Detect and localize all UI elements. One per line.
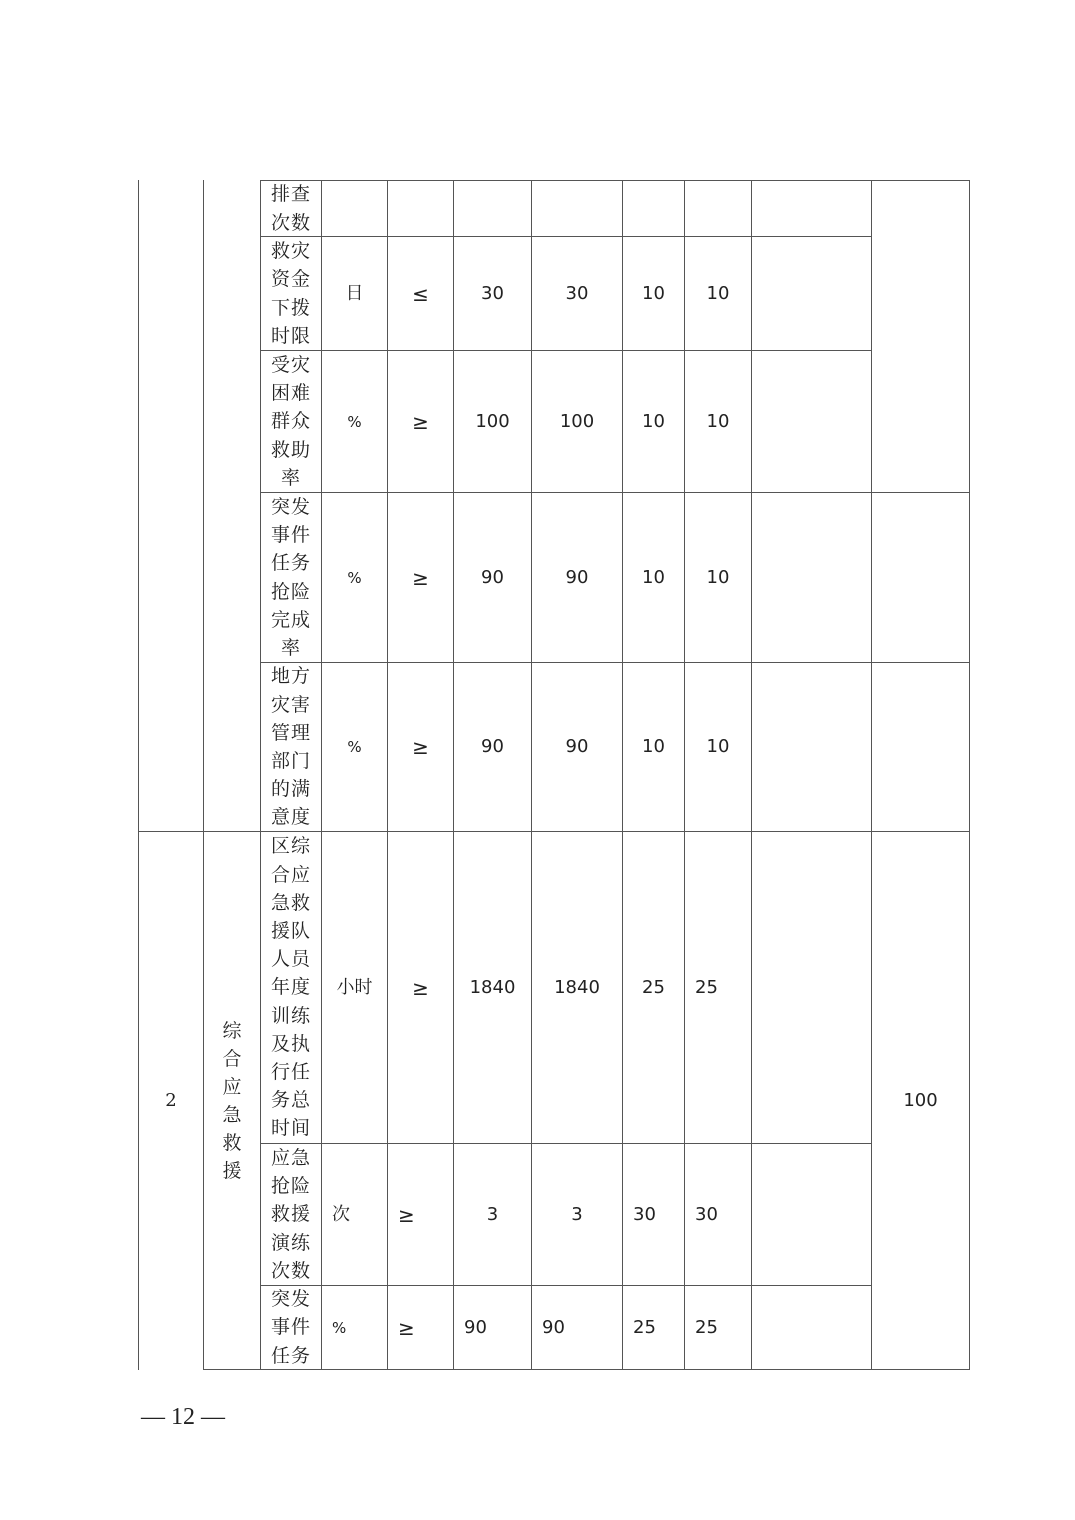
score-cell: 10 bbox=[706, 736, 730, 757]
weight-cell: 10 bbox=[642, 566, 665, 588]
indicator-cell: 突发 事件 任务 抢险 完成 率 bbox=[270, 495, 311, 659]
comparator-cell: ≥ bbox=[398, 1315, 415, 1340]
target-cell: 90 bbox=[481, 736, 504, 757]
indicator-cell: 突发 事件 任务 bbox=[270, 1288, 311, 1367]
unit-cell: % bbox=[332, 1318, 347, 1337]
weight-cell: 25 bbox=[633, 1316, 656, 1338]
unit-cell: % bbox=[347, 412, 362, 431]
comparator-cell: ≥ bbox=[398, 1202, 415, 1227]
actual-cell: 100 bbox=[559, 410, 595, 432]
indicator-cell: 区综 合应 急救 援队 人员 年度 训练 及执 行任 务总 时间 bbox=[270, 835, 311, 1140]
indicator-cell: 地方 灾害 管理 部门 的满 意度 bbox=[270, 665, 311, 829]
weight-cell: 30 bbox=[633, 1203, 656, 1225]
weight-cell: 10 bbox=[642, 736, 665, 757]
indicator-cell: 排查 次数 bbox=[270, 183, 311, 234]
actual-cell: 3 bbox=[571, 1203, 583, 1225]
project-name-cell: 综 合 应 急 救 援 bbox=[222, 1019, 242, 1182]
score-cell: 10 bbox=[706, 282, 730, 304]
unit-cell: % bbox=[347, 568, 362, 587]
indicator-cell: 救灾 资金 下拨 时限 bbox=[270, 240, 311, 347]
actual-cell: 90 bbox=[565, 736, 589, 757]
comparator-cell: ≥ bbox=[412, 975, 429, 1000]
comparator-cell: ≤ bbox=[412, 281, 429, 306]
unit-cell: 次 bbox=[332, 1203, 350, 1225]
unit-cell: 日 bbox=[345, 282, 364, 304]
total-score-cell: 100 bbox=[903, 1089, 938, 1111]
target-cell: 100 bbox=[475, 410, 510, 432]
comparator-cell: ≥ bbox=[412, 409, 429, 434]
unit-cell: % bbox=[347, 738, 362, 756]
actual-cell: 90 bbox=[565, 566, 589, 588]
actual-cell: 30 bbox=[565, 282, 589, 304]
weight-cell: 25 bbox=[642, 976, 665, 998]
actual-cell: 1840 bbox=[554, 976, 600, 998]
index-cell: 2 bbox=[165, 1089, 177, 1111]
score-cell: 30 bbox=[695, 1203, 718, 1225]
score-cell: 10 bbox=[706, 410, 730, 432]
page-number: — 12 — bbox=[141, 1403, 225, 1430]
target-cell: 1840 bbox=[469, 976, 516, 998]
score-cell: 25 bbox=[695, 1316, 718, 1338]
indicator-cell: 应急 抢险 救援 演练 次数 bbox=[270, 1147, 311, 1282]
unit-cell: 小时 bbox=[336, 976, 373, 998]
target-cell: 90 bbox=[464, 1316, 487, 1338]
comparator-cell: ≥ bbox=[412, 735, 429, 759]
target-cell: 30 bbox=[481, 282, 504, 304]
weight-cell: 10 bbox=[642, 410, 665, 432]
actual-cell: 90 bbox=[542, 1316, 565, 1338]
score-cell: 25 bbox=[695, 976, 718, 998]
target-cell: 3 bbox=[486, 1203, 499, 1225]
comparator-cell: ≥ bbox=[412, 565, 429, 590]
indicator-cell: 受灾 困难 群众 救助 率 bbox=[270, 354, 311, 489]
weight-cell: 10 bbox=[642, 282, 665, 304]
score-cell: 10 bbox=[706, 566, 730, 588]
target-cell: 90 bbox=[481, 566, 504, 588]
